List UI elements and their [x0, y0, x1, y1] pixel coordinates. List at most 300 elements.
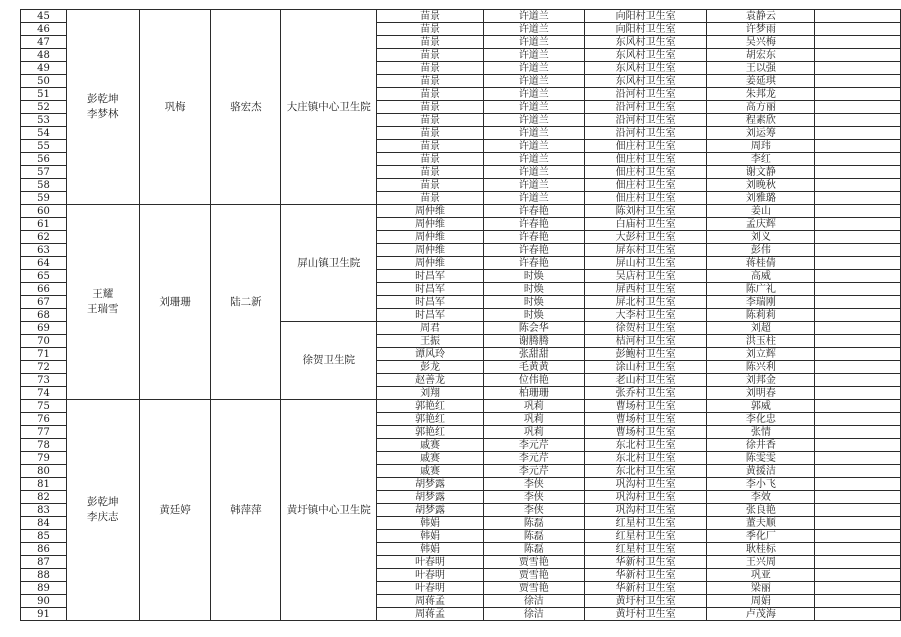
row-number: 49	[21, 62, 67, 75]
doctor-name: 李小飞	[707, 478, 815, 491]
staff-name-a: 彭龙	[377, 361, 484, 374]
staff-name-b: 贾雪艳	[483, 556, 584, 569]
staff-name-a: 苗景	[377, 153, 484, 166]
doctor-name: 张良艳	[707, 504, 815, 517]
empty-cell	[815, 465, 901, 478]
row-number: 58	[21, 179, 67, 192]
empty-cell	[815, 192, 901, 205]
doctor-name: 孟庆辉	[707, 218, 815, 231]
staff-name-a: 戚赛	[377, 439, 484, 452]
row-number: 83	[21, 504, 67, 517]
doctor-name: 胡宏东	[707, 49, 815, 62]
empty-cell	[815, 582, 901, 595]
staff-name-b: 毛黄黄	[483, 361, 584, 374]
clinic-name: 红星村卫生室	[584, 530, 707, 543]
group-person-a: 黄廷婷	[139, 400, 211, 621]
clinic-name: 沿河村卫生室	[584, 127, 707, 140]
group-person-a: 巩梅	[139, 10, 211, 205]
row-number: 87	[21, 556, 67, 569]
clinic-name: 东风村卫生室	[584, 62, 707, 75]
staff-name-b: 时焕	[483, 270, 584, 283]
staff-name-b: 许道兰	[483, 10, 584, 23]
group-leaders	[66, 400, 139, 621]
doctor-name: 李瑞刚	[707, 296, 815, 309]
doctor-name: 许梦雨	[707, 23, 815, 36]
staff-name-a: 胡梦露	[377, 491, 484, 504]
staff-name-a: 戚赛	[377, 465, 484, 478]
doctor-name: 季化厂	[707, 530, 815, 543]
clinic-name: 徐贺村卫生室	[584, 322, 707, 335]
empty-cell	[815, 608, 901, 621]
staff-name-b: 许道兰	[483, 23, 584, 36]
row-number: 50	[21, 75, 67, 88]
staff-name-a: 时昌军	[377, 270, 484, 283]
staff-name-b: 李侠	[483, 491, 584, 504]
row-number: 82	[21, 491, 67, 504]
doctor-name: 梁丽	[707, 582, 815, 595]
doctor-name: 吴兴梅	[707, 36, 815, 49]
doctor-name: 陈莉莉	[707, 309, 815, 322]
row-number: 51	[21, 88, 67, 101]
staff-name-b: 许道兰	[483, 114, 584, 127]
doctor-name: 袁静云	[707, 10, 815, 23]
row-number: 91	[21, 608, 67, 621]
staff-name-a: 韩娟	[377, 517, 484, 530]
staff-name-b: 贾雪艳	[483, 582, 584, 595]
doctor-name: 刘超	[707, 322, 815, 335]
doctor-name: 刘邦金	[707, 374, 815, 387]
staff-name-b: 许道兰	[483, 62, 584, 75]
doctor-name: 周玮	[707, 140, 815, 153]
row-number: 88	[21, 569, 67, 582]
clinic-name: 屏西村卫生室	[584, 283, 707, 296]
row-number: 85	[21, 530, 67, 543]
clinic-name: 巩沟村卫生室	[584, 504, 707, 517]
staff-name-b: 李元芹	[483, 439, 584, 452]
staff-name-b: 许道兰	[483, 127, 584, 140]
doctor-name: 李化忠	[707, 413, 815, 426]
staff-name-a: 苗景	[377, 140, 484, 153]
leader-name: 彭乾坤	[87, 93, 119, 105]
staff-name-b: 许春艳	[483, 244, 584, 257]
clinic-name: 屏山村卫生室	[584, 257, 707, 270]
staff-name-b: 许道兰	[483, 101, 584, 114]
staff-name-b: 巩莉	[483, 413, 584, 426]
doctor-name: 刘义	[707, 231, 815, 244]
staff-name-a: 韩娟	[377, 530, 484, 543]
staff-name-b: 陈会华	[483, 322, 584, 335]
clinic-name: 佃庄村卫生室	[584, 166, 707, 179]
doctor-name: 郭威	[707, 400, 815, 413]
hospital-name: 徐贺卫生院	[281, 322, 377, 400]
row-number: 56	[21, 153, 67, 166]
hospital-name: 黄圩镇中心卫生院	[281, 400, 377, 621]
staff-name-b: 许春艳	[483, 205, 584, 218]
table-row	[21, 10, 901, 23]
doctor-name: 李红	[707, 153, 815, 166]
empty-cell	[815, 348, 901, 361]
staff-name-b: 谢腾腾	[483, 335, 584, 348]
leader-name: 王瑞雪	[87, 303, 119, 315]
leader-name: 李庆志	[87, 511, 119, 523]
clinic-name: 张乔村卫生室	[584, 387, 707, 400]
clinic-name: 黄圩村卫生室	[584, 608, 707, 621]
row-number: 54	[21, 127, 67, 140]
staff-name-a: 周仲维	[377, 244, 484, 257]
staff-name-b: 张甜甜	[483, 348, 584, 361]
doctor-name: 刘晚秋	[707, 179, 815, 192]
clinic-name: 东风村卫生室	[584, 36, 707, 49]
empty-cell	[815, 270, 901, 283]
clinic-name: 佃庄村卫生室	[584, 179, 707, 192]
staff-name-b: 李元芹	[483, 452, 584, 465]
row-number: 63	[21, 244, 67, 257]
row-number: 70	[21, 335, 67, 348]
clinic-name: 东风村卫生室	[584, 49, 707, 62]
staff-name-a: 苗景	[377, 75, 484, 88]
empty-cell	[815, 439, 901, 452]
staff-name-b: 时焕	[483, 283, 584, 296]
empty-cell	[815, 491, 901, 504]
row-number: 67	[21, 296, 67, 309]
empty-cell	[815, 205, 901, 218]
empty-cell	[815, 452, 901, 465]
staff-name-a: 时昌军	[377, 309, 484, 322]
doctor-name: 刘明春	[707, 387, 815, 400]
staff-name-b: 许道兰	[483, 49, 584, 62]
staff-name-b: 许道兰	[483, 75, 584, 88]
staff-name-b: 陈磊	[483, 517, 584, 530]
clinic-name: 曹场村卫生室	[584, 426, 707, 439]
staff-name-a: 苗景	[377, 127, 484, 140]
staff-name-a: 胡梦露	[377, 504, 484, 517]
empty-cell	[815, 153, 901, 166]
clinic-name: 陈刘村卫生室	[584, 205, 707, 218]
staff-name-b: 许春艳	[483, 231, 584, 244]
staff-name-a: 叶春明	[377, 569, 484, 582]
clinic-name: 沿河村卫生室	[584, 88, 707, 101]
doctor-name: 彭伟	[707, 244, 815, 257]
doctor-name: 姜延琪	[707, 75, 815, 88]
empty-cell	[815, 504, 901, 517]
clinic-name: 屏东村卫生室	[584, 244, 707, 257]
staff-name-a: 周蒋孟	[377, 608, 484, 621]
clinic-name: 彭鲍村卫生室	[584, 348, 707, 361]
row-number: 77	[21, 426, 67, 439]
staff-name-a: 苗景	[377, 192, 484, 205]
staff-name-a: 郭艳红	[377, 400, 484, 413]
staff-name-a: 戚赛	[377, 452, 484, 465]
clinic-name: 华新村卫生室	[584, 569, 707, 582]
clinic-name: 向阳村卫生室	[584, 10, 707, 23]
clinic-name: 佃庄村卫生室	[584, 153, 707, 166]
staff-name-a: 苗景	[377, 49, 484, 62]
row-number: 52	[21, 101, 67, 114]
doctor-name: 程素欣	[707, 114, 815, 127]
row-number: 76	[21, 413, 67, 426]
table-row	[21, 400, 901, 413]
doctor-name: 陈雯雯	[707, 452, 815, 465]
staff-name-a: 周君	[377, 322, 484, 335]
empty-cell	[815, 49, 901, 62]
empty-cell	[815, 88, 901, 101]
clinic-name: 巩沟村卫生室	[584, 491, 707, 504]
empty-cell	[815, 101, 901, 114]
staff-name-b: 徐洁	[483, 608, 584, 621]
staff-name-b: 柏珊珊	[483, 387, 584, 400]
row-number: 45	[21, 10, 67, 23]
empty-cell	[815, 231, 901, 244]
staff-name-a: 苗景	[377, 101, 484, 114]
staff-name-b: 陈磊	[483, 543, 584, 556]
row-number: 48	[21, 49, 67, 62]
empty-cell	[815, 75, 901, 88]
clinic-name: 沿河村卫生室	[584, 101, 707, 114]
clinic-name: 吴店村卫生室	[584, 270, 707, 283]
leader-name: 李梦林	[87, 108, 119, 120]
staff-name-b: 许道兰	[483, 140, 584, 153]
row-number: 68	[21, 309, 67, 322]
doctor-name: 董夫顺	[707, 517, 815, 530]
staff-name-a: 胡梦露	[377, 478, 484, 491]
doctor-name: 耿桂标	[707, 543, 815, 556]
staff-name-a: 叶春明	[377, 556, 484, 569]
staff-name-b: 许春艳	[483, 218, 584, 231]
row-number: 89	[21, 582, 67, 595]
empty-cell	[815, 322, 901, 335]
doctor-name: 李效	[707, 491, 815, 504]
empty-cell	[815, 374, 901, 387]
staff-name-a: 郭艳红	[377, 426, 484, 439]
staff-name-b: 李侠	[483, 504, 584, 517]
empty-cell	[815, 400, 901, 413]
hospital-name: 大庄镇中心卫生院	[281, 10, 377, 205]
empty-cell	[815, 335, 901, 348]
clinic-name: 白庙村卫生室	[584, 218, 707, 231]
row-number: 80	[21, 465, 67, 478]
leader-name: 王耀	[92, 288, 114, 300]
staff-name-a: 周仲维	[377, 205, 484, 218]
staff-name-a: 刘翔	[377, 387, 484, 400]
doctor-name: 巩亚	[707, 569, 815, 582]
doctor-name: 张情	[707, 426, 815, 439]
doctor-name: 卢茂海	[707, 608, 815, 621]
clinic-name: 华新村卫生室	[584, 582, 707, 595]
staff-name-a: 苗景	[377, 166, 484, 179]
staff-name-b: 位伟艳	[483, 374, 584, 387]
empty-cell	[815, 296, 901, 309]
doctor-name: 姜山	[707, 205, 815, 218]
staff-name-a: 叶春明	[377, 582, 484, 595]
row-number: 78	[21, 439, 67, 452]
staff-name-b: 许春艳	[483, 257, 584, 270]
doctor-name: 陈广礼	[707, 283, 815, 296]
row-number: 46	[21, 23, 67, 36]
empty-cell	[815, 36, 901, 49]
row-number: 90	[21, 595, 67, 608]
clinic-name: 屏北村卫生室	[584, 296, 707, 309]
staff-name-a: 周仲维	[377, 231, 484, 244]
row-number: 69	[21, 322, 67, 335]
empty-cell	[815, 413, 901, 426]
staff-name-a: 苗景	[377, 36, 484, 49]
staff-name-a: 周仲维	[377, 218, 484, 231]
staff-name-a: 王振	[377, 335, 484, 348]
staff-name-a: 苗景	[377, 88, 484, 101]
staff-name-b: 李侠	[483, 478, 584, 491]
doctor-name: 王兴周	[707, 556, 815, 569]
hospital-name: 屏山镇卫生院	[281, 205, 377, 322]
empty-cell	[815, 595, 901, 608]
clinic-name: 佃庄村卫生室	[584, 140, 707, 153]
doctor-name: 洪玉柱	[707, 335, 815, 348]
doctor-name: 周娟	[707, 595, 815, 608]
staff-name-a: 苗景	[377, 114, 484, 127]
group-leaders	[66, 10, 139, 205]
empty-cell	[815, 309, 901, 322]
row-number: 53	[21, 114, 67, 127]
doctor-name: 王以强	[707, 62, 815, 75]
row-number: 65	[21, 270, 67, 283]
row-number: 71	[21, 348, 67, 361]
clinic-name: 华新村卫生室	[584, 556, 707, 569]
row-number: 57	[21, 166, 67, 179]
table-row	[21, 205, 901, 218]
staff-name-b: 李元芹	[483, 465, 584, 478]
staff-name-b: 时焕	[483, 309, 584, 322]
staff-name-a: 苗景	[377, 23, 484, 36]
empty-cell	[815, 23, 901, 36]
empty-cell	[815, 530, 901, 543]
clinic-name: 曹场村卫生室	[584, 400, 707, 413]
staff-name-a: 时昌军	[377, 296, 484, 309]
empty-cell	[815, 556, 901, 569]
staff-name-b: 许道兰	[483, 166, 584, 179]
staff-name-b: 许道兰	[483, 88, 584, 101]
empty-cell	[815, 166, 901, 179]
doctor-name: 刘运筹	[707, 127, 815, 140]
row-number: 55	[21, 140, 67, 153]
clinic-name: 东北村卫生室	[584, 465, 707, 478]
staff-name-b: 许道兰	[483, 153, 584, 166]
clinic-name: 曹场村卫生室	[584, 413, 707, 426]
empty-cell	[815, 283, 901, 296]
row-number: 64	[21, 257, 67, 270]
group-person-b: 骆宏杰	[211, 10, 281, 205]
doctor-name: 陈兴利	[707, 361, 815, 374]
clinic-name: 老山村卫生室	[584, 374, 707, 387]
row-number: 79	[21, 452, 67, 465]
staff-name-a: 苗景	[377, 179, 484, 192]
row-number: 75	[21, 400, 67, 413]
row-number: 66	[21, 283, 67, 296]
row-number: 74	[21, 387, 67, 400]
empty-cell	[815, 62, 901, 75]
row-number: 84	[21, 517, 67, 530]
clinic-name: 沿河村卫生室	[584, 114, 707, 127]
staff-name-a: 赵善龙	[377, 374, 484, 387]
staff-name-b: 时焕	[483, 296, 584, 309]
empty-cell	[815, 569, 901, 582]
clinic-name: 巩沟村卫生室	[584, 478, 707, 491]
empty-cell	[815, 218, 901, 231]
group-leaders	[66, 205, 139, 400]
doctor-name: 刘立辉	[707, 348, 815, 361]
row-number: 60	[21, 205, 67, 218]
clinic-name: 红星村卫生室	[584, 543, 707, 556]
doctor-name: 高方丽	[707, 101, 815, 114]
staff-name-a: 周蒋孟	[377, 595, 484, 608]
row-number: 72	[21, 361, 67, 374]
staff-name-a: 郭艳红	[377, 413, 484, 426]
staff-name-a: 周仲维	[377, 257, 484, 270]
staff-name-a: 谭风玲	[377, 348, 484, 361]
empty-cell	[815, 257, 901, 270]
group-person-a: 刘珊珊	[139, 205, 211, 400]
row-number: 59	[21, 192, 67, 205]
clinic-name: 佃庄村卫生室	[584, 192, 707, 205]
row-number: 61	[21, 218, 67, 231]
doctor-name: 谢文静	[707, 166, 815, 179]
clinic-name: 红星村卫生室	[584, 517, 707, 530]
clinic-name: 涂山村卫生室	[584, 361, 707, 374]
clinic-name: 东北村卫生室	[584, 439, 707, 452]
doctor-name: 徐井香	[707, 439, 815, 452]
staff-name-b: 陈磊	[483, 530, 584, 543]
empty-cell	[815, 140, 901, 153]
staff-name-b: 贾雪艳	[483, 569, 584, 582]
row-number: 62	[21, 231, 67, 244]
doctor-name: 黄援洁	[707, 465, 815, 478]
clinic-name: 大李村卫生室	[584, 309, 707, 322]
staff-name-a: 苗景	[377, 62, 484, 75]
doctor-name: 刘雅璐	[707, 192, 815, 205]
empty-cell	[815, 10, 901, 23]
roster-table	[20, 9, 901, 621]
leader-name: 彭乾坤	[87, 496, 119, 508]
empty-cell	[815, 517, 901, 530]
row-number: 81	[21, 478, 67, 491]
empty-cell	[815, 361, 901, 374]
empty-cell	[815, 127, 901, 140]
empty-cell	[815, 114, 901, 127]
empty-cell	[815, 179, 901, 192]
row-number: 47	[21, 36, 67, 49]
clinic-name: 东北村卫生室	[584, 452, 707, 465]
clinic-name: 桔河村卫生室	[584, 335, 707, 348]
empty-cell	[815, 426, 901, 439]
empty-cell	[815, 478, 901, 491]
staff-name-b: 徐洁	[483, 595, 584, 608]
clinic-name: 大彭村卫生室	[584, 231, 707, 244]
staff-name-b: 巩莉	[483, 400, 584, 413]
clinic-name: 黄圩村卫生室	[584, 595, 707, 608]
doctor-name: 蒋桂倩	[707, 257, 815, 270]
row-number: 73	[21, 374, 67, 387]
empty-cell	[815, 543, 901, 556]
doctor-name: 高威	[707, 270, 815, 283]
doctor-name: 朱邦龙	[707, 88, 815, 101]
group-person-b: 韩萍萍	[211, 400, 281, 621]
staff-name-a: 韩娟	[377, 543, 484, 556]
staff-name-b: 巩莉	[483, 426, 584, 439]
empty-cell	[815, 387, 901, 400]
staff-name-a: 时昌军	[377, 283, 484, 296]
staff-name-b: 许道兰	[483, 192, 584, 205]
clinic-name: 东风村卫生室	[584, 75, 707, 88]
clinic-name: 向阳村卫生室	[584, 23, 707, 36]
empty-cell	[815, 244, 901, 257]
